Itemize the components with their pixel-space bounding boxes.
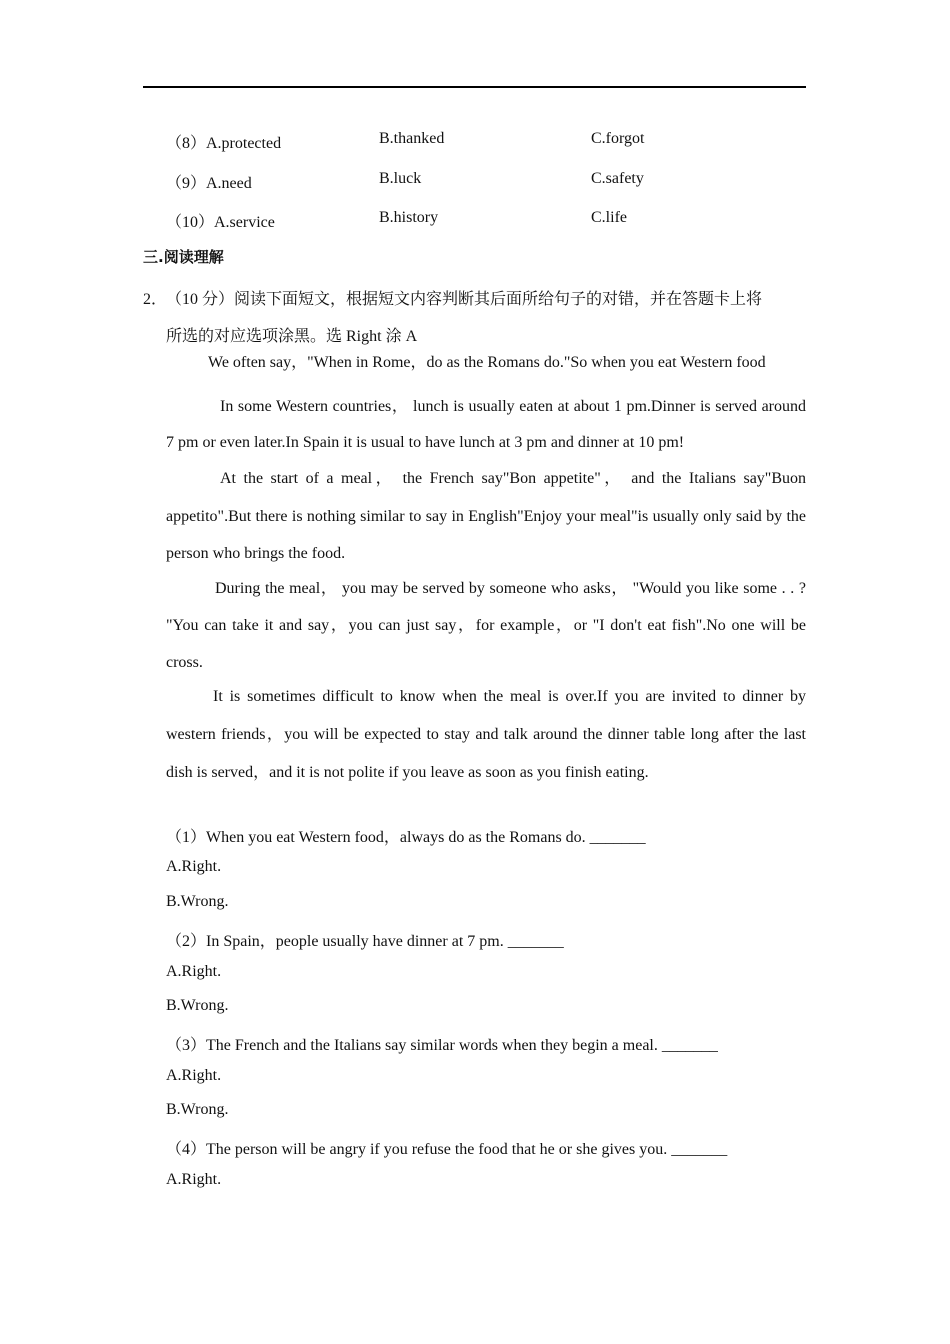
instruction-line-2: 所选的对应选项涂黑。选 Right 涂 A [166, 328, 418, 345]
header-rule [143, 86, 806, 88]
option-a: （9）A.need [166, 175, 252, 192]
answer-option-a: A.Right. [166, 858, 222, 875]
question-instruction [143, 281, 806, 355]
option-c: C.safety [591, 170, 644, 187]
question-number: 2． [143, 291, 168, 308]
option-c: C.forgot [591, 130, 645, 147]
instruction-line-1: （10 分）阅读下面短文，根据短文内容判断其后面所给句子的对错，并在答题卡上将 [166, 291, 763, 308]
option-b: B.thanked [379, 130, 445, 147]
passage-paragraph-4: During the meal， you may be served by someone who asks， "Would you like some . . ? "You can take it and say，you can just say，for example，or "I don't eat fish".No one will be cross. [166, 580, 806, 671]
section-heading: 三.阅读理解 [143, 248, 224, 266]
sub-question-2: （2）In Spain，people usually have dinner at 7 pm. _______ [166, 933, 564, 950]
answer-option-a: A.Right. [166, 963, 222, 980]
option-row-8 [166, 130, 806, 152]
sub-question-3: （3）The French and the Italians say similar words when they begin a meal. _______ [166, 1037, 718, 1054]
option-c: C.life [591, 209, 627, 226]
sub-question-1: （1）When you eat Western food，always do as the Romans do. _______ [166, 829, 646, 846]
answer-option-b: B.Wrong. [166, 893, 229, 910]
option-row-10 [166, 209, 806, 231]
answer-option-a: A.Right. [166, 1171, 222, 1188]
option-b: B.luck [379, 170, 422, 187]
passage-paragraph-1: We often say，"When in Rome，do as the Romans do."So when you eat Western food [208, 354, 766, 371]
option-row-9 [166, 170, 806, 192]
passage-paragraph-3: At the start of a meal， the French say"Bon appetite"， and the Italians say"Buon appetito".But there is nothing similar to say in English"Enjoy your meal"is usually only said by the person who brings the food. [166, 470, 806, 562]
passage-paragraph-2: In some Western countries， lunch is usually eaten at about 1 pm.Dinner is served around 7 pm or even later.In Spain it is usual to have lunch at 3 pm and dinner at 10 pm! [166, 398, 806, 451]
answer-option-b: B.Wrong. [166, 1101, 229, 1118]
option-a: （8）A.protected [166, 135, 282, 152]
answer-option-a: A.Right. [166, 1067, 222, 1084]
answer-option-b: B.Wrong. [166, 997, 229, 1014]
option-b: B.history [379, 209, 439, 226]
option-a: （10）A.service [166, 214, 275, 231]
sub-question-4: （4）The person will be angry if you refuse the food that he or she gives you. _______ [166, 1141, 728, 1158]
passage-paragraph-5: It is sometimes difficult to know when the meal is over.If you are invited to dinner by western friends，you will be expected to stay and talk around the dinner table long after the last dish is served，and it is not polite if you leave as soon as you finish eating. [166, 688, 806, 781]
